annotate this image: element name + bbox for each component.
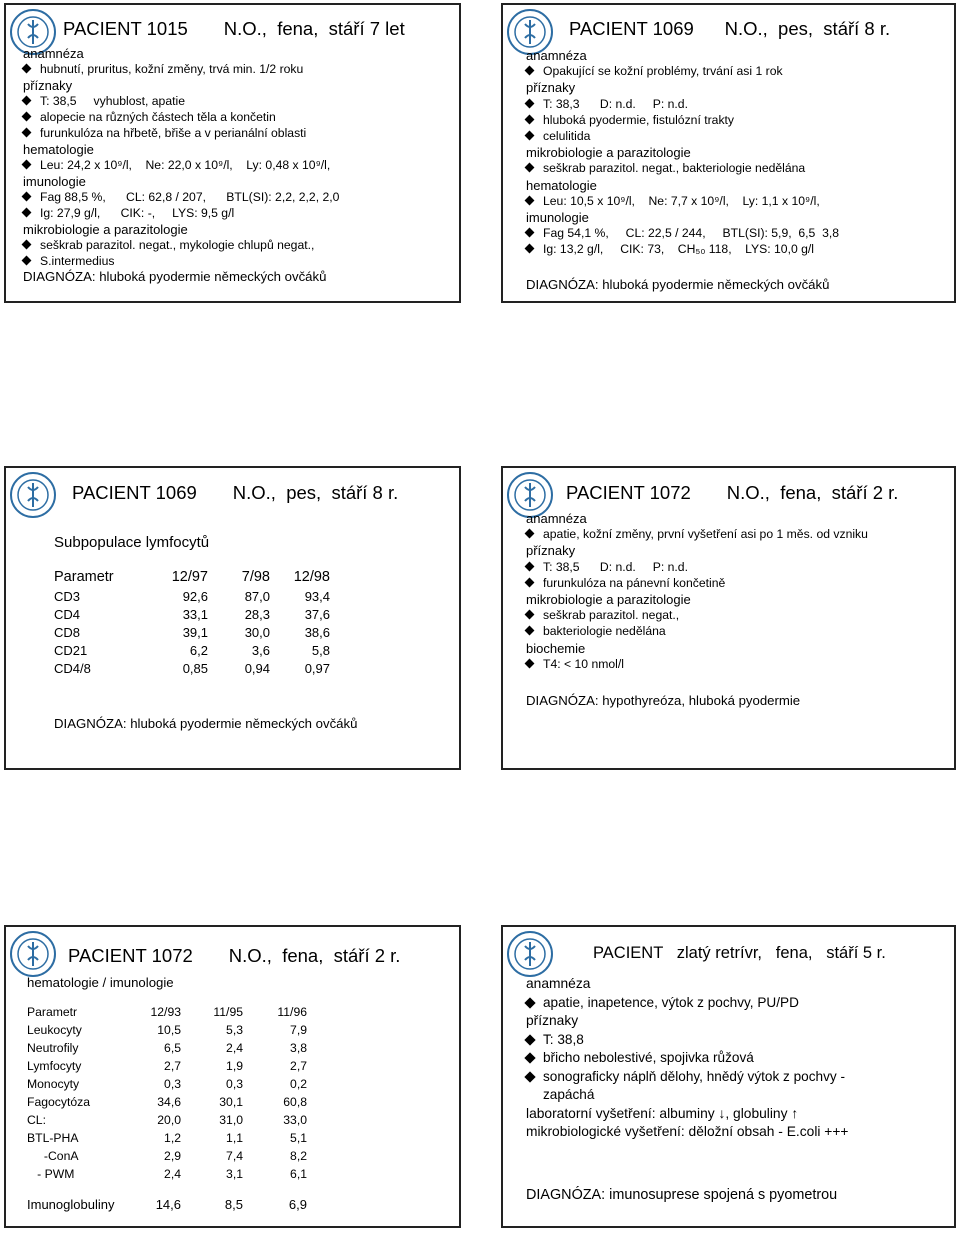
bullet-text: Fag 88,5 %, CL: 62,8 / 207, BTL(SI): 2,2, 2,2, 2,0 [40, 190, 340, 204]
cell: 20,0 [157, 1113, 181, 1127]
cell: 6,9 [288, 1196, 307, 1212]
cell: 33,1 [182, 606, 208, 622]
bullet-text: Leu: 10,5 x 10⁹/l, Ne: 7,7 x 10⁹/l, Ly: 1,1 x 10⁹/l, [543, 193, 820, 208]
diamond-bullet-icon [22, 112, 32, 122]
diamond-bullet-icon [525, 66, 535, 76]
row-label: CD4/8 [54, 660, 91, 676]
cell: 28,3 [244, 606, 270, 622]
slide-title: PACIENT 1072 N.O., fena, stáří 2 r. [566, 482, 899, 503]
header-cell: 7/98 [241, 568, 270, 585]
row-label: Leukocyty [27, 1023, 82, 1037]
university-seal-logo [9, 930, 57, 978]
bullet-text: furunkulóza na pánevní končetině [543, 575, 726, 590]
cell: 6,1 [290, 1167, 307, 1181]
section-heading: anamnéza [526, 48, 587, 63]
bullet-text: Fag 54,1 %, CL: 22,5 / 244, BTL(SI): 5,9, 6,5 3,8 [543, 226, 840, 241]
diamond-bullet-icon [525, 244, 535, 254]
bullet-text: Opakující se kožní problémy, trvání asi 1 rok [543, 64, 783, 79]
bullet-text: furunkulóza na hřbetě, břiše a v perianální oblasti [40, 126, 307, 140]
bullet-text: T4: < 10 nmol/l [543, 656, 624, 671]
cell: 6,5 [164, 1041, 181, 1055]
section-heading: laboratorní vyšetření: albuminy ↓, globuliny ↑ [526, 1105, 799, 1121]
slide-content [503, 468, 954, 768]
cell: 5,8 [311, 642, 330, 658]
table-row [27, 1129, 307, 1147]
cell: 10,5 [157, 1023, 181, 1037]
diamond-bullet-icon [22, 160, 32, 170]
cell: 31,0 [219, 1113, 243, 1127]
section-heading: hematologie [526, 177, 597, 193]
diamond-bullet-icon [524, 1052, 535, 1063]
cell: 8,2 [290, 1149, 307, 1163]
cell: 2,7 [290, 1059, 307, 1073]
bullet-text: Ig: 27,9 g/l, CIK: -, LYS: 9,5 g/l [40, 206, 235, 220]
header-cell: Parametr [27, 1005, 78, 1019]
bullet-text: apatie, kožní změny, první vyšetření asi po 1 měs. od vzniku [543, 527, 868, 542]
cell: 1,9 [226, 1059, 243, 1073]
table-subtitle: Subpopulace lymfocytů [54, 534, 210, 551]
cell: 0,97 [304, 660, 330, 676]
university-seal-logo [9, 471, 57, 519]
slide-golden-retriever [501, 925, 956, 1228]
header-cell: 12/93 [150, 1005, 181, 1019]
cell: 37,6 [304, 606, 330, 622]
bullet-text: břicho nebolestivé, spojivka růžová [543, 1050, 754, 1065]
table-row [27, 1093, 307, 1111]
slide-content [6, 5, 459, 301]
cell: 1,2 [164, 1131, 181, 1145]
diamond-bullet-icon [524, 1034, 535, 1045]
section-heading: příznaky [526, 80, 576, 96]
bullet-text: hluboká pyodermie, fistulózní trakty [543, 112, 735, 127]
header-cell: 12/98 [293, 568, 330, 585]
table-row [27, 1057, 307, 1075]
cell: 93,4 [304, 588, 330, 604]
cell: 0,3 [226, 1077, 243, 1091]
header-cell: 11/96 [277, 1005, 307, 1019]
section-heading: mikrobiologie a parazitologie [23, 222, 188, 237]
cell: 0,85 [182, 660, 208, 676]
cell: 8,5 [224, 1196, 243, 1212]
cell: 3,6 [251, 642, 270, 658]
cell: 30,0 [244, 624, 270, 640]
section-heading: mikrobiologie a parazitologie [526, 145, 691, 161]
table-row [27, 1195, 307, 1213]
table-row [27, 1183, 307, 1195]
bullet-text: sonograficky náplň dělohy, hnědý výtok z pochvy - [543, 1068, 845, 1084]
diamond-bullet-icon [22, 96, 32, 106]
header-cell: 11/95 [213, 1005, 243, 1019]
row-label: CD3 [54, 588, 81, 604]
bullet-text: T: 38,3 D: n.d. P: n.d. [543, 96, 688, 111]
bullet-text: apatie, inapetence, výtok z pochvy, PU/PD [543, 994, 799, 1010]
diamond-bullet-icon [525, 195, 535, 205]
section-heading: imunologie [526, 210, 589, 225]
section-heading: biochemie [526, 640, 586, 656]
bullet-text: celulitida [543, 129, 591, 143]
diamond-bullet-icon [22, 208, 32, 218]
diamond-bullet-icon [525, 577, 535, 587]
cell: 2,9 [164, 1149, 181, 1163]
slide-title: PACIENT 1015 N.O., fena, stáří 7 let [63, 18, 405, 39]
row-label: CD21 [54, 642, 88, 658]
row-label: Lymfocyty [27, 1059, 82, 1073]
cell: 6,2 [189, 642, 208, 658]
row-label: CD4 [54, 606, 81, 622]
bullet-text: Ig: 13,2 g/l, CIK: 73, CH₅₀ 118, LYS: 10,0 g/l [543, 242, 815, 257]
row-label: Fagocytóza [27, 1095, 91, 1109]
table-row [54, 587, 330, 605]
bullet-text: T: 38,8 [543, 1031, 584, 1047]
row-label: Neutrofily [27, 1041, 79, 1055]
section-heading: příznaky [23, 78, 73, 93]
table-row [27, 1021, 307, 1039]
bullet-text: S.intermedius [40, 254, 115, 268]
slide-content [503, 5, 954, 301]
diamond-bullet-icon [525, 163, 535, 173]
bullet-text: hubnutí, pruritus, kožní změny, trvá min. 1/2 roku [40, 62, 304, 76]
cell: 14,6 [155, 1196, 181, 1212]
header-cell: 12/97 [171, 568, 208, 585]
slide-patient-1069-lymphocytes [4, 466, 461, 770]
bullet-text: seškrab parazitol. negat., mykologie chlupů negat., [40, 238, 315, 252]
diagnosis-text: DIAGNÓZA: hluboká pyodermie německých ovčáků [54, 716, 358, 731]
bullet-text: Leu: 24,2 x 10⁹/l, Ne: 22,0 x 10⁹/l, Ly: 0,48 x 10⁹/l, [40, 158, 331, 172]
cell: 34,6 [157, 1095, 181, 1109]
row-label: BTL-PHA [27, 1131, 79, 1145]
table-row [27, 1075, 307, 1093]
diamond-bullet-icon [525, 626, 535, 636]
table-row [54, 659, 330, 677]
slide-title: PACIENT 1072 N.O., fena, stáří 2 r. [68, 945, 401, 966]
cell: 33,0 [283, 1113, 307, 1127]
diamond-bullet-icon [22, 128, 32, 138]
row-label: CD8 [54, 624, 81, 640]
diagnosis-text: DIAGNÓZA: hluboká pyodermie německých ovčáků [526, 277, 830, 292]
slide-patient-1015 [4, 3, 461, 303]
diagnosis-text: DIAGNÓZA: hluboká pyodermie německých ovčáků [23, 269, 327, 284]
section-heading: mikrobiologie a parazitologie [526, 592, 691, 607]
table-header-row [54, 566, 330, 587]
cell: 2,4 [164, 1167, 181, 1181]
section-heading: hematologie [23, 142, 94, 157]
cell: 7,4 [226, 1149, 243, 1163]
cell: 0,94 [244, 660, 270, 676]
diamond-bullet-icon [22, 192, 32, 202]
diamond-bullet-icon [22, 64, 32, 74]
table-row [54, 605, 330, 623]
cell: 87,0 [244, 588, 270, 604]
table-row [27, 1147, 307, 1165]
cell: 30,1 [219, 1095, 243, 1109]
row-label: -ConA [27, 1149, 79, 1163]
bullet-text: T: 38,5 vyhublost, apatie [40, 94, 185, 108]
diamond-bullet-icon [22, 240, 32, 250]
diamond-bullet-icon [524, 997, 535, 1008]
diamond-bullet-icon [525, 114, 535, 124]
diamond-bullet-icon [525, 131, 535, 141]
slide-patient-1069 [501, 3, 956, 303]
table-row [54, 641, 330, 659]
cell: 0,3 [164, 1077, 181, 1091]
cell: 3,8 [290, 1041, 307, 1055]
table-subtitle: hematologie / imunologie [27, 975, 174, 990]
diamond-bullet-icon [525, 228, 535, 238]
row-label: - PWM [27, 1167, 75, 1181]
cell: 39,1 [182, 624, 208, 640]
section-heading: anamnéza [526, 976, 591, 991]
diagnosis-text: DIAGNÓZA: hypothyreóza, hluboká pyodermie [526, 693, 801, 708]
section-heading: příznaky [526, 1013, 579, 1028]
cell: 2,7 [164, 1059, 181, 1073]
cell: 2,4 [226, 1041, 243, 1055]
cell: 5,1 [290, 1131, 307, 1145]
slide-patient-1072-hematology [4, 925, 461, 1228]
table-row [54, 623, 330, 641]
bullet-text: seškrab parazitol. negat., bakteriologie nedělána [543, 161, 806, 176]
diamond-bullet-icon [525, 561, 535, 571]
section-heading: anamnéza [23, 46, 84, 61]
table-row [27, 1165, 307, 1183]
cell: 92,6 [182, 588, 208, 604]
slide-content [503, 927, 954, 1226]
bullet-text: alopecie na různých částech těla a končetin [40, 110, 276, 124]
bullet-text: bakteriologie nedělána [543, 624, 666, 639]
row-label: Monocyty [27, 1077, 80, 1091]
cell: 1,1 [226, 1131, 243, 1145]
hematology-table [27, 1003, 307, 1213]
diamond-bullet-icon [525, 98, 535, 108]
diagnosis-text: DIAGNÓZA: imunosuprese spojená s pyometrou [526, 1187, 838, 1203]
bullet-text: T: 38,5 D: n.d. P: n.d. [543, 559, 688, 574]
diamond-bullet-icon [524, 1071, 535, 1082]
row-label: CL: [27, 1113, 46, 1127]
row-label: Imunoglobuliny [27, 1196, 115, 1212]
slide-title: PACIENT 1069 N.O., pes, stáří 8 r. [569, 18, 891, 39]
header-cell: Parametr [54, 568, 114, 585]
cell: 5,3 [226, 1023, 243, 1037]
cell: 0,2 [290, 1077, 307, 1091]
bullet-text: seškrab parazitol. negat., [543, 608, 680, 623]
table-header-row [27, 1003, 307, 1021]
cell: 7,9 [290, 1023, 307, 1037]
section-heading: anamnéza [526, 511, 587, 526]
bullet-text: zapáchá [543, 1087, 595, 1102]
table-row [27, 1111, 307, 1129]
cell: 60,8 [283, 1095, 307, 1109]
diamond-bullet-icon [525, 529, 535, 539]
slide-title: PACIENT 1069 N.O., pes, stáří 8 r. [72, 482, 399, 503]
cell: 38,6 [304, 624, 330, 640]
lymphocyte-table [54, 566, 330, 677]
diamond-bullet-icon [525, 658, 535, 668]
table-row [27, 1039, 307, 1057]
diamond-bullet-icon [525, 610, 535, 620]
slide-patient-1072 [501, 466, 956, 770]
section-heading: imunologie [23, 174, 86, 189]
slide-title: PACIENT zlatý retrívr, fena, stáří 5 r. [593, 944, 886, 962]
diamond-bullet-icon [22, 256, 32, 266]
section-heading: příznaky [526, 543, 576, 559]
section-heading: mikrobiologické vyšetření: děložní obsah - E.coli +++ [526, 1124, 849, 1139]
cell: 3,1 [226, 1167, 243, 1181]
